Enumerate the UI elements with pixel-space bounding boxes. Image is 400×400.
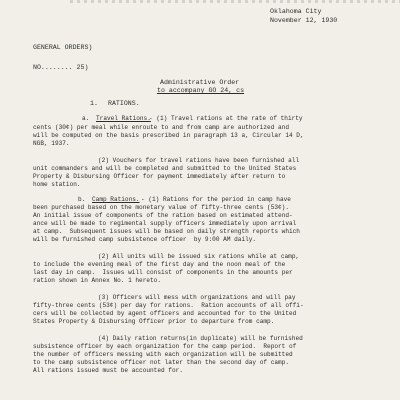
para-b-sub4-line-5: All rations issued must be accounted for. — [33, 367, 183, 374]
title-line-2: to accompany GO 24, cs — [157, 87, 245, 94]
header-city: Oklahoma City — [270, 8, 322, 15]
para-b-sub2-line-2: to include the evening meal of the first day and the noon meal of the — [33, 261, 286, 268]
para-a-line-2: cents (30¢) per meal while enroute to and from camp are authorized and — [33, 124, 289, 131]
para-a-line-1: - (1) Travel rations at the rate of thirty — [149, 115, 303, 122]
para-b-line-2: been purchased based on the monetary value of fifty-three cents (53¢). — [33, 204, 289, 211]
top-edge-marks — [70, 0, 400, 3]
para-b-line-3: An initial issue of components of the ration based on estimated attend- — [33, 212, 293, 219]
para-b-heading: Camp Rations. — [92, 196, 140, 203]
para-b-sub4-line-4: to the camp subsistence officer not later than the second day of camp. — [33, 359, 289, 366]
para-b-sub3-line-4: States Property & Disbursing Officer prior to departure from camp. — [33, 318, 275, 325]
section-number: 1. — [90, 100, 98, 107]
para-b-sub4-line-1: (4) Daily ration returns(in duplicate) will be furnished — [98, 335, 303, 342]
para-b-sub3-line-1: (3) Officers will mess with organizations and will pay — [98, 294, 296, 301]
para-b-line-5: at camp. Subsequent issues will be based on daily strength reports which — [33, 228, 300, 235]
para-a-line-3: will be computed on the basis prescribed in paragraph 13 a, Circular 14 D, — [33, 132, 304, 139]
section-heading: RATIONS. — [108, 100, 140, 107]
para-a-sub2-line-2: unit commanders and will be completed and submitted to the United States — [33, 165, 297, 172]
para-b-sub2-line-1: (2) All units will be issued six rations while at camp, — [98, 253, 300, 260]
general-orders-number: NO........ 25) — [33, 64, 89, 71]
para-b-sub2-line-3: last day in camp. Issues will consist of components in the amounts per — [33, 269, 293, 276]
para-a-sub2-line-1: (2) Vouchers for travel rations have been furnished all — [98, 157, 300, 164]
para-b-sub4-line-2: subsistence officer by each organization for the camp period. Report of — [33, 343, 297, 350]
para-b-line-4: ance will be made to regimental supply officers immediately upon arrival — [33, 220, 297, 227]
header-date: November 12, 1930 — [270, 17, 338, 24]
para-b-sub4-line-3: the number of officers messing with each organization will be submitted — [33, 351, 293, 358]
para-a-letter: a. — [82, 115, 90, 122]
para-a-heading: Travel Rations. — [96, 115, 151, 122]
para-a-sub2-line-3: Property & Disbursing Officer for payment immediately after return to — [33, 173, 286, 180]
para-b-line-1: - (1) Rations for the period in camp have — [141, 196, 291, 203]
para-b-sub3-line-3: cers will be collected by agent officers and accounted for to the United — [33, 310, 297, 317]
general-orders-label: GENERAL ORDERS) — [33, 44, 93, 51]
para-a-sub2-line-4: home station. — [33, 181, 81, 188]
para-b-sub3-line-2: fifty-three cents (53¢) per day for rations. Ration accounts of all offi- — [33, 302, 304, 309]
title-line-1: Administrative Order — [160, 79, 240, 86]
para-b-letter: b. — [78, 196, 86, 203]
para-a-line-4: NGB, 1937. — [33, 140, 70, 147]
para-b-line-6: will be furnished camp subsistence officer by 9:00 AM daily. — [33, 236, 257, 243]
para-b-sub2-line-4: ration shown in Annex No. 1 hereto. — [33, 277, 161, 284]
